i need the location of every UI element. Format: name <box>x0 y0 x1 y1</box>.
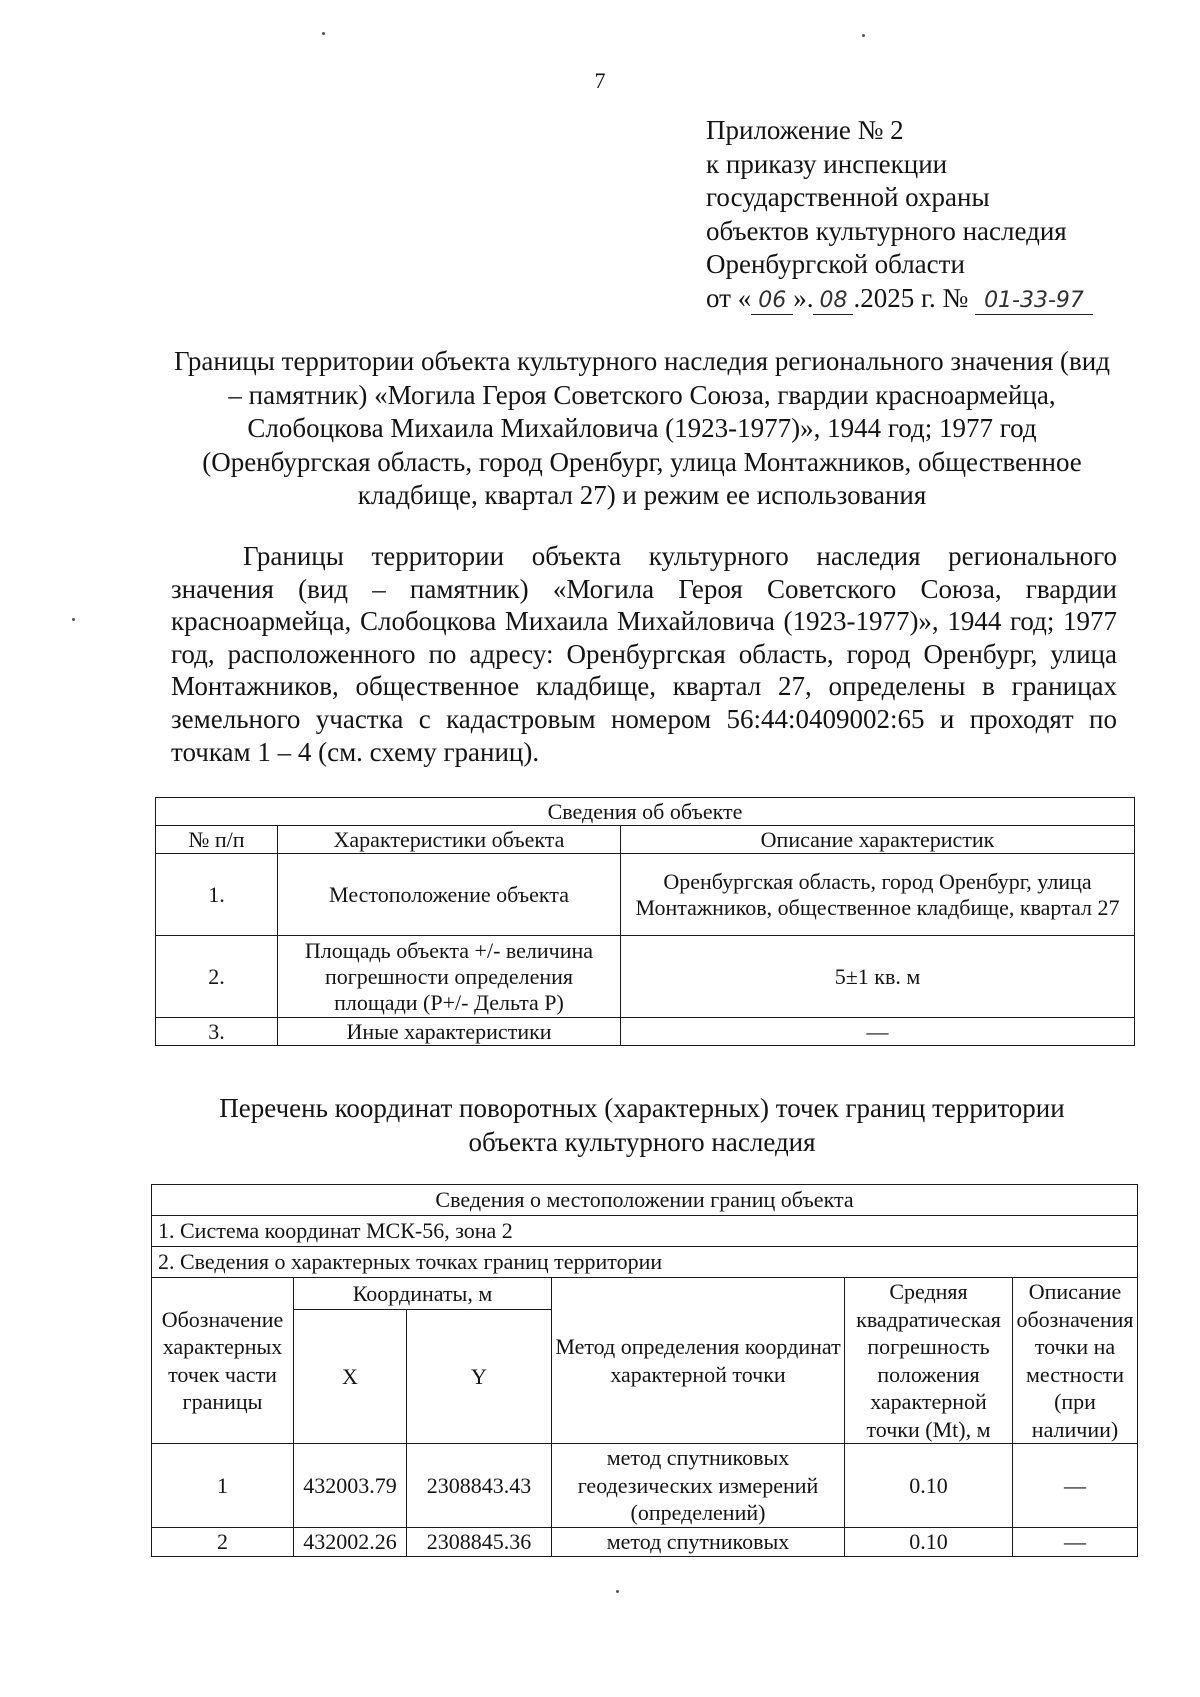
coordinates-title: Перечень координат поворотных (характерных) точек границ территории объекта культурного наследия <box>219 1093 1065 1157</box>
handwritten-day: 06 <box>751 288 793 315</box>
appendix-block <box>706 114 1093 315</box>
date-sep: ». <box>793 282 814 313</box>
column-header: Описание обозначения точки на местности (при наличии) <box>1013 1278 1138 1444</box>
row-description: 5±1 кв. м <box>621 936 1135 1018</box>
point-method: метод спутниковых <box>552 1528 845 1557</box>
column-header: X <box>294 1310 407 1444</box>
table-caption: Сведения о местоположении границ объекта <box>152 1185 1138 1216</box>
row-number: 1. <box>156 854 278 936</box>
column-header: Средняя квадратическая погрешность положения характерной точки (Mt), м <box>845 1278 1013 1444</box>
row-characteristic: Иные характеристики <box>278 1018 621 1046</box>
table-row <box>156 1018 1135 1046</box>
row-characteristic: Площадь объекта +/- величина погрешности определения площади (P+/- Дельта P) <box>278 936 621 1018</box>
appendix-line: Оренбургской области <box>706 249 965 279</box>
coordinate-system: 1. Система координат МСК-56, зона 2 <box>152 1216 1138 1247</box>
point-error: 0.10 <box>845 1528 1013 1557</box>
point-y: 2308845.36 <box>407 1528 552 1557</box>
scan-speck <box>616 1590 619 1593</box>
coordinates-table <box>151 1184 1138 1557</box>
body-paragraph: Границы территории объекта культурного наследия регионального значения (вид – памятник) «Могила Героя Советского Союза, гвардии красноармейца, Слобоцкова Михаила Михайловича (1923-1977)», 1944 год; 1977 год, расположенного по адресу: Оренбургская область, город Оренбург, улица Монтажников, общественное кладбище, квартал 27, определены в границах земельного участка с кадастровым номером 56:44:0409002:65 и проходят по точкам 1 – 4 (см. схему границ). <box>171 541 1117 767</box>
row-description: — <box>621 1018 1135 1046</box>
table-row <box>152 1444 1138 1528</box>
row-number: 2. <box>156 936 278 1018</box>
page-number: 7 <box>594 68 606 93</box>
table-row <box>156 936 1135 1018</box>
point-description: — <box>1013 1444 1138 1528</box>
column-header: № п/п <box>156 826 278 854</box>
scan-speck <box>322 32 325 35</box>
column-header: Обозначение характерных точек части границы <box>152 1278 294 1444</box>
row-number: 3. <box>156 1018 278 1046</box>
appendix-line: Приложение № 2 <box>706 115 904 145</box>
points-section-header: 2. Сведения о характерных точках границ территории <box>152 1247 1138 1278</box>
appendix-line: к приказу инспекции <box>706 148 948 179</box>
row-characteristic: Местоположение объекта <box>278 854 621 936</box>
point-x: 432003.79 <box>294 1444 407 1528</box>
appendix-line: государственной охраны <box>706 182 990 212</box>
point-y: 2308843.43 <box>407 1444 552 1528</box>
point-method: метод спутниковых геодезических измерений (определений) <box>552 1444 845 1528</box>
row-description: Оренбургская область, город Оренбург, улица Монтажников, общественное кладбище, квартал 27 <box>621 854 1135 936</box>
point-x: 432002.26 <box>294 1528 407 1557</box>
object-info-table <box>155 797 1135 1046</box>
date-prefix: от « <box>706 282 752 313</box>
table-row <box>152 1528 1138 1557</box>
column-header: Координаты, м <box>294 1278 552 1310</box>
order-date-line <box>706 282 1093 316</box>
table-caption: Сведения об объекте <box>156 798 1135 826</box>
point-error: 0.10 <box>845 1444 1013 1528</box>
point-id: 2 <box>152 1528 294 1557</box>
handwritten-month: 08 <box>813 288 853 315</box>
column-header: Описание характеристик <box>621 826 1135 854</box>
column-header: Характеристики объекта <box>278 826 621 854</box>
handwritten-order-number: 01-33-97 <box>975 288 1093 315</box>
appendix-line: объектов культурного наследия <box>706 215 1067 246</box>
table-row <box>156 854 1135 936</box>
date-year: .2025 г. № <box>853 282 969 313</box>
scan-speck <box>72 618 75 621</box>
column-header: Метод определения координат характерной точки <box>552 1278 845 1444</box>
document-title: Границы территории объекта культурного наследия регионального значения (вид – памятник) «Могила Героя Советского Союза, гвардии красноармейца, Слобоцкова Михаила Михайловича (1923-1977)», 1944 год; 1977 год (Оренбургская область, город Оренбург, улица Монтажников, общественное кладбище, квартал 27) и режим ее использования <box>174 346 1110 511</box>
scan-speck <box>862 34 865 37</box>
point-id: 1 <box>152 1444 294 1528</box>
column-header: Y <box>407 1310 552 1444</box>
point-description: — <box>1013 1528 1138 1557</box>
